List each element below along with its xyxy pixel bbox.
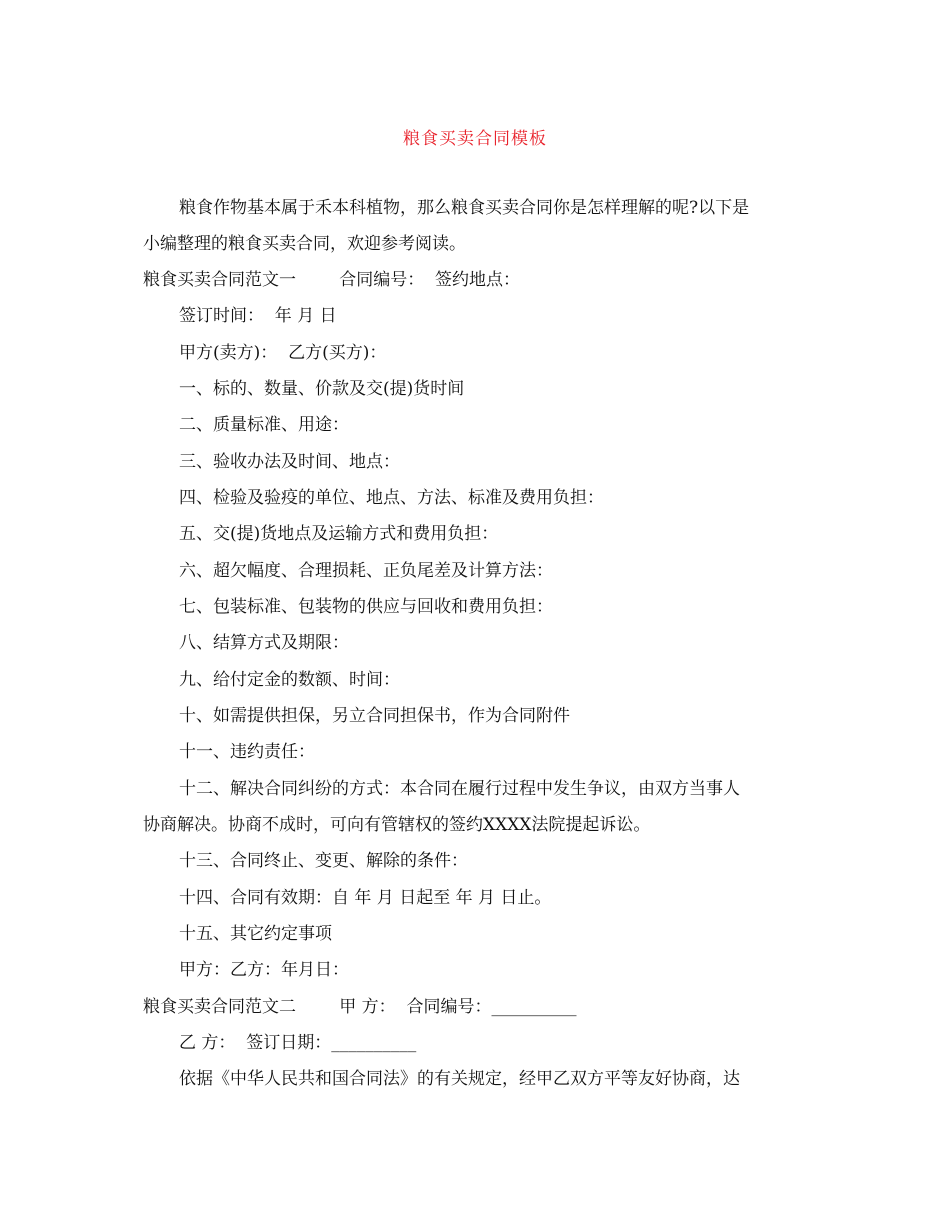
- clause-5: 五、交(提)货地点及运输方式和费用负担：: [179, 524, 499, 544]
- clause-9: 九、给付定金的数额、时间：: [179, 670, 400, 690]
- clause-8: 八、结算方式及期限：: [179, 633, 349, 653]
- clause-4: 四、检验及验疫的单位、地点、方法、标准及费用负担：: [179, 488, 604, 508]
- party-b-signing-date: 乙 方： 签订日期：__________: [179, 1033, 417, 1053]
- clause-6: 六、超欠幅度、合理损耗、正负尾差及计算方法：: [179, 561, 553, 581]
- clause-14: 十四、合同有效期：自 年 月 日起至 年 月 日止。: [179, 888, 552, 908]
- intro-paragraph-line-1: 粮食作物基本属于禾本科植物，那么粮食买卖合同你是怎样理解的呢?以下是: [179, 198, 750, 218]
- clause-10: 十、如需提供担保，另立合同担保书，作为合同附件: [179, 706, 570, 726]
- parties: 甲方(卖方)： 乙方(买方)：: [179, 343, 387, 363]
- intro-paragraph-line-2: 小编整理的粮食买卖合同，欢迎参考阅读。: [143, 234, 466, 254]
- clause-12-line-2: 协商解决。协商不成时，可向有管辖权的签约XXXX法院提起诉讼。: [143, 815, 651, 835]
- clause-15: 十五、其它约定事项: [179, 924, 332, 944]
- signing-time: 签订时间： 年 月 日: [179, 306, 337, 326]
- clause-1: 一、标的、数量、价款及交(提)货时间: [179, 379, 465, 399]
- sample-two-preamble: 依据《中华人民共和国合同法》的有关规定，经甲乙双方平等友好协商，达: [179, 1069, 740, 1089]
- clause-13: 十三、合同终止、变更、解除的条件：: [179, 851, 468, 871]
- clause-3: 三、验收办法及时间、地点：: [179, 452, 400, 472]
- clause-11: 十一、违约责任：: [179, 742, 315, 762]
- clause-12-line-1: 十二、解决合同纠纷的方式：本合同在履行过程中发生争议，由双方当事人: [179, 779, 740, 799]
- clause-2: 二、质量标准、用途：: [179, 415, 349, 435]
- sample-two-heading: 粮食买卖合同范文二 甲 方： 合同编号：__________: [143, 997, 577, 1017]
- signature-line: 甲方：乙方：年月日：: [179, 960, 349, 980]
- document-title: 粮食买卖合同模板: [403, 129, 547, 149]
- sample-one-heading: 粮食买卖合同范文一 合同编号： 签约地点：: [143, 270, 521, 290]
- clause-7: 七、包装标准、包装物的供应与回收和费用负担：: [179, 597, 553, 617]
